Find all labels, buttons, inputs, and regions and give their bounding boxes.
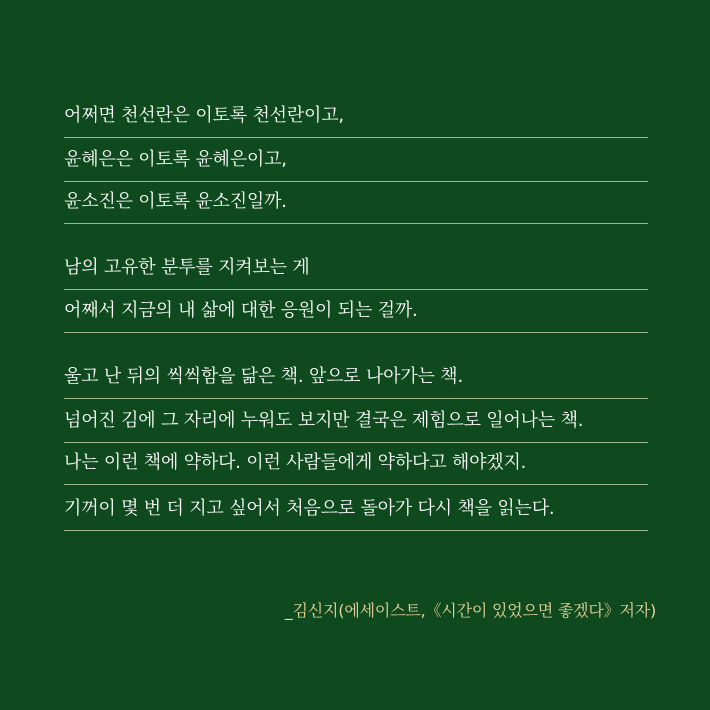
quote-line — [64, 487, 648, 531]
quote-line — [64, 94, 648, 138]
quote-line-text: 어째서 지금의 내 삶에 대한 응원이 되는 걸까. — [64, 300, 418, 321]
quote-line-text: 울고 난 뒤의 씩씩함을 닮은 책. 앞으로 나아가는 책. — [64, 366, 463, 387]
quote-line — [64, 246, 648, 290]
quote-line — [64, 441, 648, 485]
quote-line-text: 넘어진 김에 그 자리에 누워도 보지만 결국은 제힘으로 일어나는 책. — [64, 410, 584, 431]
quote-line-text: 남의 고유한 분투를 지켜보는 게 — [64, 257, 310, 278]
quote-line — [64, 289, 648, 333]
quote-line-text: 윤혜은은 이토록 윤혜은이고, — [64, 149, 287, 170]
quote-line-text: 기꺼이 몇 번 더 지고 싶어서 처음으로 돌아가 다시 책을 읽는다. — [64, 498, 555, 519]
quote-line — [64, 355, 648, 399]
quote-line-text: 어쩌면 천선란은 이토록 천선란이고, — [64, 105, 344, 126]
quote-line — [64, 180, 648, 224]
quote-line-text: 나는 이런 책에 약하다. 이런 사람들에게 약하다고 해야겠지. — [64, 452, 527, 473]
quote-line — [64, 138, 648, 182]
attribution: _김신지(에세이스트,《시간이 있었으면 좋겠다》저자) — [284, 601, 656, 620]
quote-line-text: 윤소진은 이토록 윤소진일까. — [64, 191, 287, 212]
quote-line — [64, 399, 648, 443]
